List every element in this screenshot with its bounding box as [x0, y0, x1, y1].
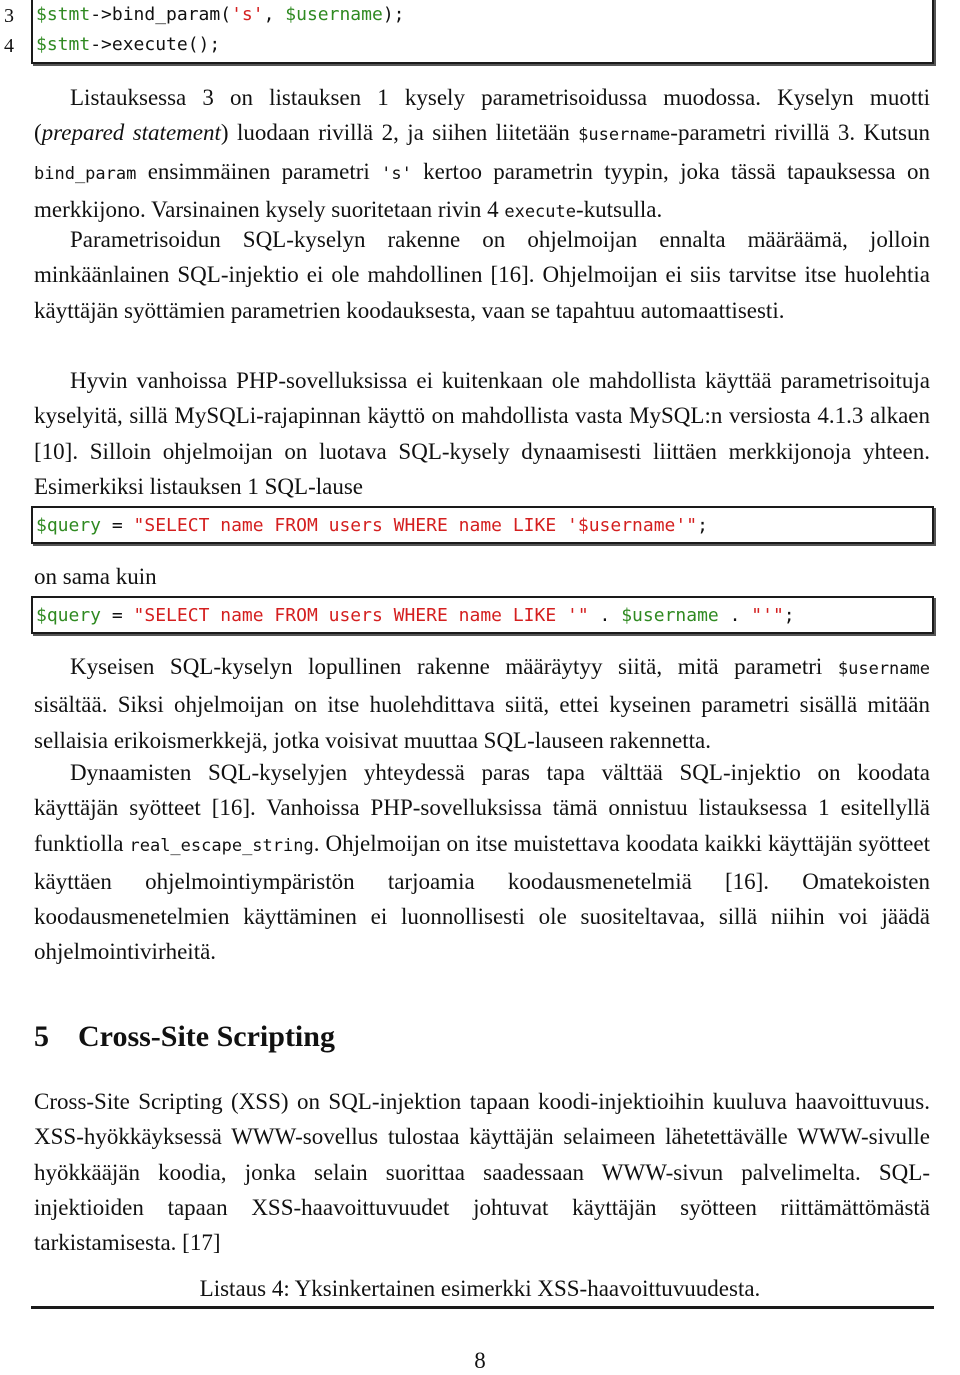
code-query-b: $query = "SELECT name FROM users WHERE name LIKE '" . $username . "'";	[36, 605, 795, 626]
section-number: 5	[34, 1020, 49, 1053]
paragraph-xss-intro: Cross-Site Scripting (XSS) on SQL-injektion tapaan koodi-injektioihin kuuluva haavoittuvuus. XSS-hyökkäyksessä WWW-sovellus tulostaa käyttäjän selaimeen lähetettävälle WWW-sivulle hyökkääjän koodia, jonka selain suorittaa saadessaan WWW-sivun palvelimelta. SQL-injektioiden tapaan XSS-haavoittuvuudet johtuvat käyttäjän syötteen riittämättömästä tarkistamisesta. [17]	[34, 1089, 930, 1256]
line-number-3: 3	[4, 5, 14, 27]
paragraph-old-php: Hyvin vanhoissa PHP-sovelluksissa ei kuitenkaan ole mahdollista käyttää parametrisoituja kyselyitä, sillä MySQLi-rajapinnan käyttö on mahdollista vasta MySQL:n versiosta 4.1.3 alkaen [10]. Silloin ohjelmoijan on luotava SQL-kysely dynaamisesti liittäen merkkijonoja yhteen. Esimerkiksi listauksen 1 SQL-lause	[34, 368, 930, 499]
listing-caption: Listaus 4: Yksinkertainen esimerkki XSS-haavoittuvuudesta.	[199, 1276, 761, 1301]
listing-top-rule	[31, 1306, 934, 1309]
line-number-4: 4	[4, 35, 14, 57]
code-query-a: $query = "SELECT name FROM users WHERE name LIKE '$username'";	[36, 515, 708, 536]
paragraph-dynamic-queries: Dynaamisten SQL-kyselyjen yhteydessä paras tapa välttää SQL-injektio on koodata käyttäjän syötteet [16]. Vanhoissa PHP-sovelluksissa tämä onnistuu listauksessa 1 esitellyllä funktiolla real_escape_string. Ohjelmoijan on itse muistettava koodata kaikki käyttäjän syötteet käyttäen ohjelmointiympäristön tarjoamia koodausmenetelmiä [16]. Omatekoisten koodausmenetelmien käyttäminen ei luonnollisesti ole suositeltavaa, sillä niihin voi jäädä ohjelmointivirheitä.	[34, 760, 930, 965]
code-line-3: $stmt->bind_param('s', $username);	[36, 4, 405, 25]
code-line-4: $stmt->execute();	[36, 34, 221, 55]
code-listing-top	[31, 0, 934, 64]
code-box-query-a	[31, 506, 934, 544]
section-title: Cross-Site Scripting	[78, 1020, 335, 1053]
paragraph-final-structure: Kyseisen SQL-kyselyn lopullinen rakenne määräytyy siitä, mitä parametri $username sisältää. Siksi ohjelmoijan on itse huolehdittava siitä, ettei kyseinen parametri sisällä mitään sellaisia erikoismerkkejä, jotka voisivat muuttaa SQL-lauseen rakennetta.	[34, 654, 930, 753]
paragraph-parametrized-queries: Parametrisoidun SQL-kyselyn rakenne on ohjelmoijan ennalta määräämä, jolloin minkäänlainen SQL-injektio ei ole mahdollinen [16]. Ohjelmoijan ei siis tarvitse itse huolehtia käyttäjän syöttämien parametrien koodauksesta, vaan se tapahtuu automaattisesti.	[34, 227, 930, 323]
section-heading	[34, 1020, 335, 1054]
code-box-query-b	[31, 596, 934, 634]
paragraph-same-as: on sama kuin	[34, 564, 157, 589]
page-number: 8	[474, 1348, 486, 1373]
paragraph-listing-explanation: Listauksessa 3 on listauksen 1 kysely parametrisoidussa muodossa. Kyselyn muotti (prepared statement) luodaan rivillä 2, ja siihen liitetään $username-parametri rivillä 3. Kutsun bind_param ensimmäinen parametri 's' kertoo parametrin tyypin, joka tässä tapauksessa on merkkijono. Varsinainen kysely suoritetaan rivin 4 execute-kutsulla.	[34, 85, 930, 222]
